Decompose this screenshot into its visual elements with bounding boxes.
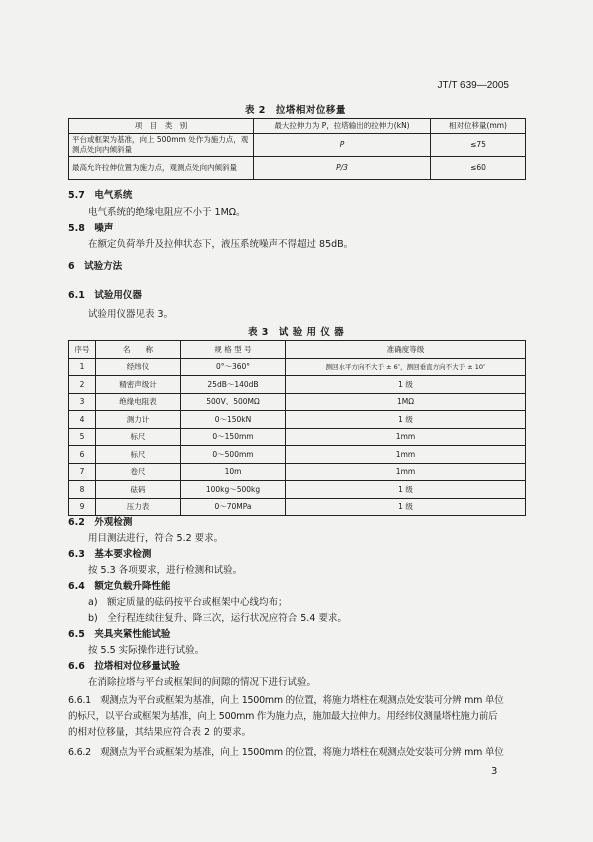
table3-header: 规 格 型 号 (181, 341, 286, 359)
table2-cell-item: 平台或框架为基准，向上 500mm 处作为施力点，观测点处向内倾斜量 (69, 134, 254, 157)
page-number: 3 (491, 766, 498, 777)
table-row (69, 498, 526, 516)
table3-cell-name: 经纬仪 (96, 358, 181, 376)
table-row (69, 393, 526, 411)
table3-cell-no: 4 (69, 411, 96, 429)
table3-cell-no: 3 (69, 393, 96, 411)
table2-cell-item: 最高允许拉伸位置为施力点，观测点处向内倾斜量 (69, 157, 254, 180)
table2-cell-disp: ≤75 (431, 134, 526, 157)
table2-cell-force: P (254, 134, 431, 157)
table3-cell-no: 7 (69, 463, 96, 481)
table2-header: 最大拉伸力为 P，拉塔输出的拉伸力(kN) (254, 119, 431, 134)
table2-cell-force: P/3 (254, 157, 431, 180)
table3-cell-accuracy: 1 级 (286, 411, 526, 429)
section-6-1-heading: 6.1 试验用仪器 (68, 290, 142, 301)
table3-cell-spec: 10m (181, 463, 286, 481)
table-row (69, 411, 526, 429)
table3-cell-spec: 500V、500MΩ (181, 393, 286, 411)
table3-cell-accuracy: 1MΩ (286, 393, 526, 411)
table3-cell-name: 压力表 (96, 498, 181, 516)
table3-cell-spec: 25dB～140dB (181, 376, 286, 394)
section-6-5-heading: 6.5 夹具夹紧性能试验 (68, 629, 171, 640)
table3-cell-name: 精密声级计 (96, 376, 181, 394)
table3-cell-name: 测力计 (96, 411, 181, 429)
table3-cell-name: 标尺 (96, 446, 181, 464)
table3-cell-name: 标尺 (96, 428, 181, 446)
section-6-6-1-line1: 6.6.1 观测点为平台或框架为基准，向上 1500mm 的位置，将施力塔柱在观测点处安装可分辨 mm 单位 (68, 695, 504, 706)
table3-cell-name: 砝码 (96, 481, 181, 499)
table3-cell-name: 卷尺 (96, 463, 181, 481)
table-row (69, 134, 526, 157)
table-row (69, 481, 526, 499)
table3-cell-no: 6 (69, 446, 96, 464)
table2-cell-disp: ≤60 (431, 157, 526, 180)
table3-cell-spec: 0～500mm (181, 446, 286, 464)
section-6-1-text: 试验用仪器见表 3。 (88, 309, 174, 320)
section-6-3-text: 按 5.3 各项要求，进行检测和试验。 (88, 565, 243, 576)
table3 (68, 340, 526, 516)
section-6-5-text: 按 5.5 实际操作进行试验。 (88, 645, 205, 656)
table3-header-row (69, 341, 526, 359)
table3-cell-accuracy: 1 级 (286, 481, 526, 499)
table-row (69, 358, 526, 376)
table2-header-row (69, 119, 526, 134)
section-6-4-heading: 6.4 额定负载升降性能 (68, 581, 171, 592)
section-5-8-heading: 5.8 噪声 (68, 223, 114, 234)
table3-cell-no: 5 (69, 428, 96, 446)
table3-header: 准确度等级 (286, 341, 526, 359)
table3-cell-accuracy: 1mm (286, 428, 526, 446)
table3-cell-spec: 0～70MPa (181, 498, 286, 516)
section-6-6-2-line1: 6.6.2 观测点为平台或框架为基准，向上 1500mm 的位置，将施力塔柱在观测点处安装可分辨 mm 单位 (68, 747, 504, 758)
table-row (69, 428, 526, 446)
table3-header: 名 称 (96, 341, 181, 359)
table2 (68, 118, 526, 180)
section-6-6-1-line2: 的标尺，以平台或框架为基准，向上 500mm 作为施力点，施加最大拉伸力。用经纬仪测量塔柱施力前后 (68, 711, 498, 722)
table3-cell-name: 绝缘电阻表 (96, 393, 181, 411)
table-row (69, 446, 526, 464)
table2-caption: 表 2 拉塔相对位移量 (245, 105, 346, 116)
section-5-7-heading: 5.7 电气系统 (68, 190, 133, 201)
table3-cell-accuracy: 1 级 (286, 376, 526, 394)
section-5-7-text: 电气系统的绝缘电阻应不小于 1MΩ。 (88, 207, 246, 218)
table3-cell-accuracy: 1mm (286, 463, 526, 481)
section-6-3-heading: 6.3 基本要求检测 (68, 549, 152, 560)
table2-header: 相对位移量(mm) (431, 119, 526, 134)
table-row (69, 376, 526, 394)
table-row (69, 157, 526, 180)
table3-cell-no: 1 (69, 358, 96, 376)
table3-cell-accuracy: 1 级 (286, 498, 526, 516)
table3-cell-accuracy: 测回水平方向不大于 ± 6″，测回垂直方向不大于 ± 10″ (286, 358, 526, 376)
section-5-8-text: 在额定负荷举升及拉伸状态下，液压系统噪声不得超过 85dB。 (88, 239, 354, 250)
section-6-4-item-b: b) 全行程连续往复升、降三次，运行状况应符合 5.4 要求。 (88, 613, 347, 624)
standard-number: JT/T 639—2005 (437, 80, 509, 91)
table-row (69, 463, 526, 481)
section-6-2-heading: 6.2 外观检测 (68, 517, 133, 528)
section-6-2-text: 用目测法进行，符合 5.2 要求。 (88, 533, 224, 544)
table3-cell-spec: 0°～360° (181, 358, 286, 376)
section-6-4-item-a: a) 额定质量的砝码按平台或框架中心线均布； (88, 597, 288, 608)
table3-cell-spec: 100kg～500kg (181, 481, 286, 499)
table3-header: 序号 (69, 341, 96, 359)
table3-cell-no: 2 (69, 376, 96, 394)
section-6-heading: 6 试验方法 (68, 261, 123, 272)
section-6-6-text: 在消除拉塔与平台或框架间的间隙的情况下进行试验。 (88, 677, 317, 688)
table3-cell-spec: 0～150mm (181, 428, 286, 446)
section-6-6-1-line3: 的相对位移量，其结果应符合表 2 的要求。 (68, 727, 252, 738)
table3-cell-no: 9 (69, 498, 96, 516)
section-6-6-heading: 6.6 拉塔相对位移量试验 (68, 661, 180, 672)
table3-caption: 表 3 试 验 用 仪 器 (248, 327, 345, 338)
table3-cell-spec: 0～150kN (181, 411, 286, 429)
table2-header: 项 目 类 别 (69, 119, 254, 134)
table3-cell-accuracy: 1mm (286, 446, 526, 464)
table3-cell-no: 8 (69, 481, 96, 499)
